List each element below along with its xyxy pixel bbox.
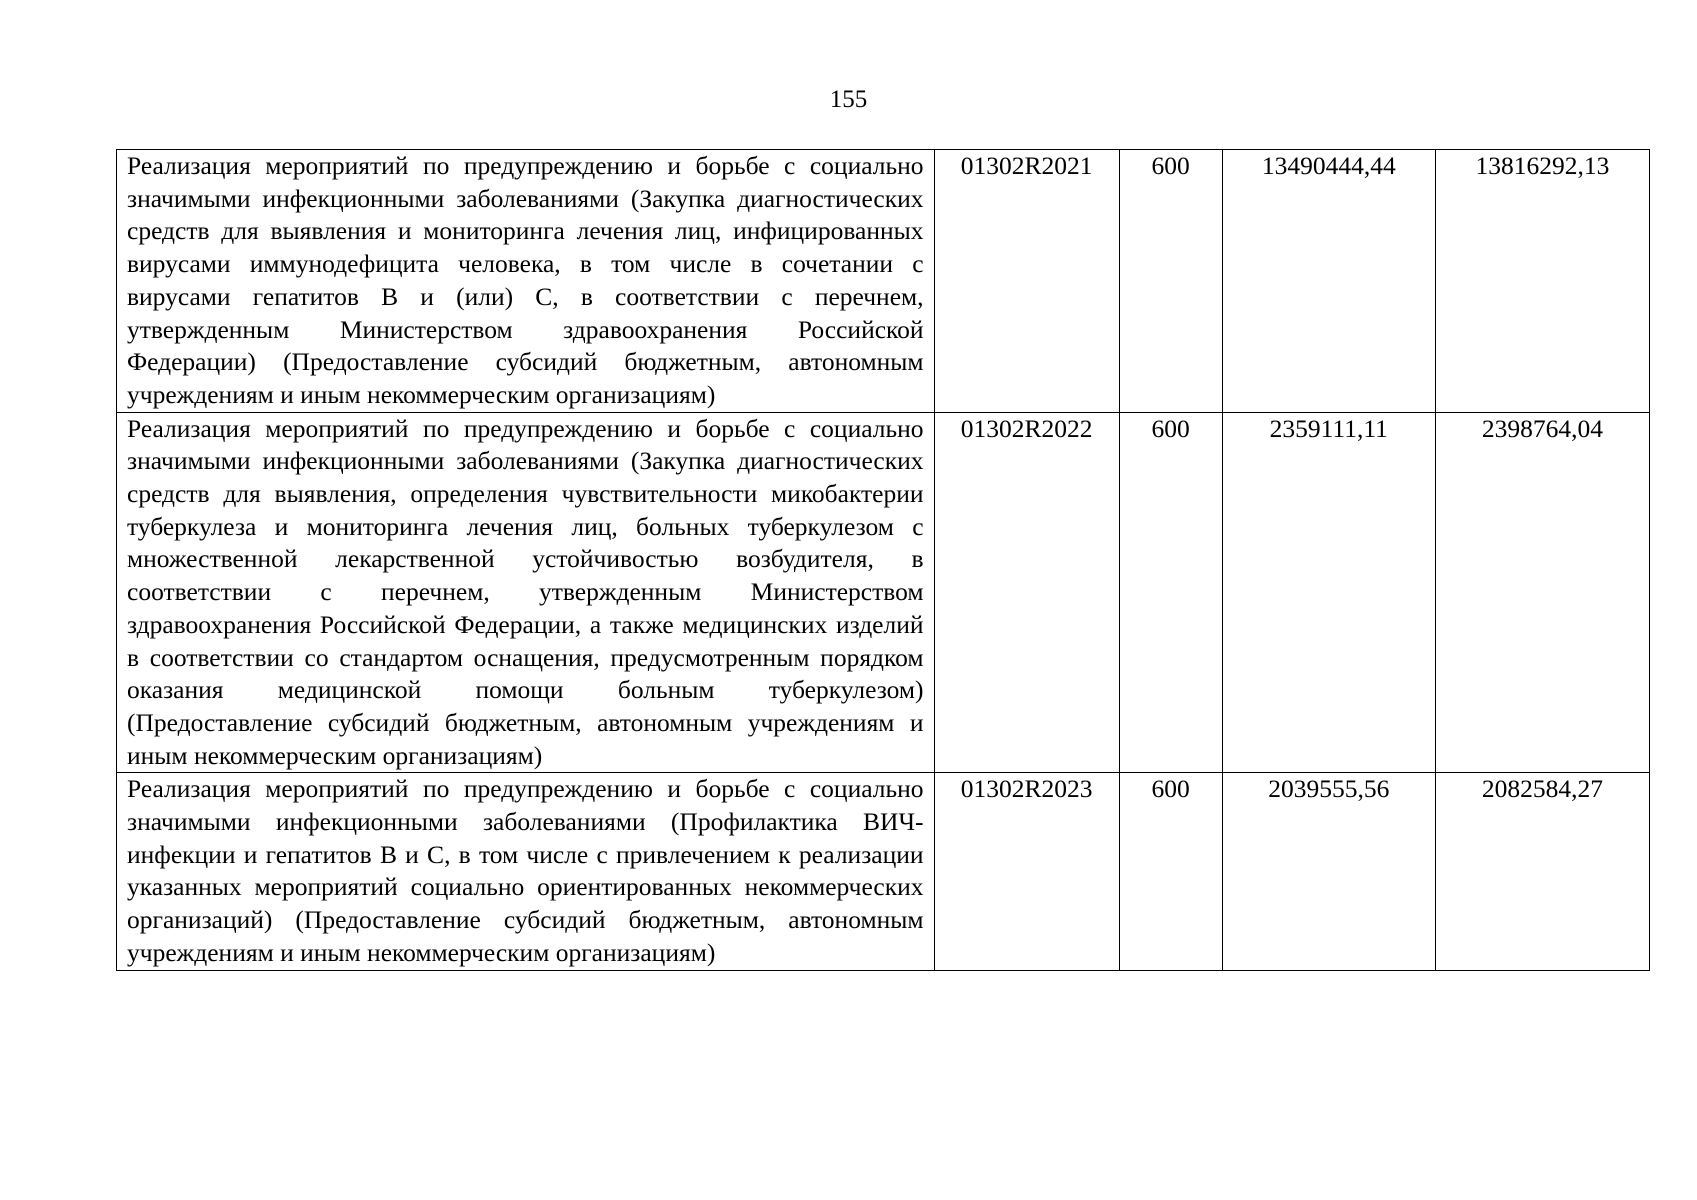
- expense-type-cell: 600: [1119, 150, 1222, 413]
- table-row: [117, 150, 1650, 413]
- description-cell: Реализация мероприятий по предупреждению и борьбе с социально значимыми инфекционными заболеваниями (Закупка диагностических средств для выявления, определения чувствительности микобактерии туберкулеза и мониторинга лечения лиц, больных туберкулезом с множественной лекарственной устойчивостью возбудителя, в соответствии с перечнем, утвержденным Министерством здравоохранения Российской Федерации, а также медицинских изделий в соответствии со стандартом оснащения, предусмотренным порядком оказания медицинской помощи больным туберкулезом) (Предоставление субсидий бюджетным, автономным учреждениям и иным некоммерческим организациям): [117, 412, 935, 773]
- target-code-cell: 01302R2022: [934, 412, 1119, 773]
- amount-first-cell: 2039555,56: [1222, 773, 1435, 970]
- description-cell: Реализация мероприятий по предупреждению и борьбе с социально значимыми инфекционными заболеваниями (Профилактика ВИЧ-инфекции и гепатитов В и С, в том числе с привлечением к реализации указанных мероприятий социально ориентированных некоммерческих организаций) (Предоставление субсидий бюджетным, автономным учреждениям и иным некоммерческим организациям): [117, 773, 935, 970]
- target-code-cell: 01302R2021: [934, 150, 1119, 413]
- budget-table: [116, 149, 1650, 971]
- amount-second-cell: 2398764,04: [1435, 412, 1649, 773]
- table-row: [117, 773, 1650, 970]
- amount-first-cell: 2359111,11: [1222, 412, 1435, 773]
- expense-type-cell: 600: [1119, 412, 1222, 773]
- expense-type-cell: 600: [1119, 773, 1222, 970]
- description-cell: Реализация мероприятий по предупреждению и борьбе с социально значимыми инфекционными заболеваниями (Закупка диагностических средств для выявления и мониторинга лечения лиц, инфицированных вирусами иммунодефицита человека, в том числе в сочетании с вирусами гепатитов В и (или) С, в соответствии с перечнем, утвержденным Министерством здравоохранения Российской Федерации) (Предоставление субсидий бюджетным, автономным учреждениям и иным некоммерческим организациям): [117, 150, 935, 413]
- amount-first-cell: 13490444,44: [1222, 150, 1435, 413]
- amount-second-cell: 13816292,13: [1435, 150, 1649, 413]
- amount-second-cell: 2082584,27: [1435, 773, 1649, 970]
- page-number: 155: [829, 86, 868, 113]
- target-code-cell: 01302R2023: [934, 773, 1119, 970]
- table-row: [117, 412, 1650, 773]
